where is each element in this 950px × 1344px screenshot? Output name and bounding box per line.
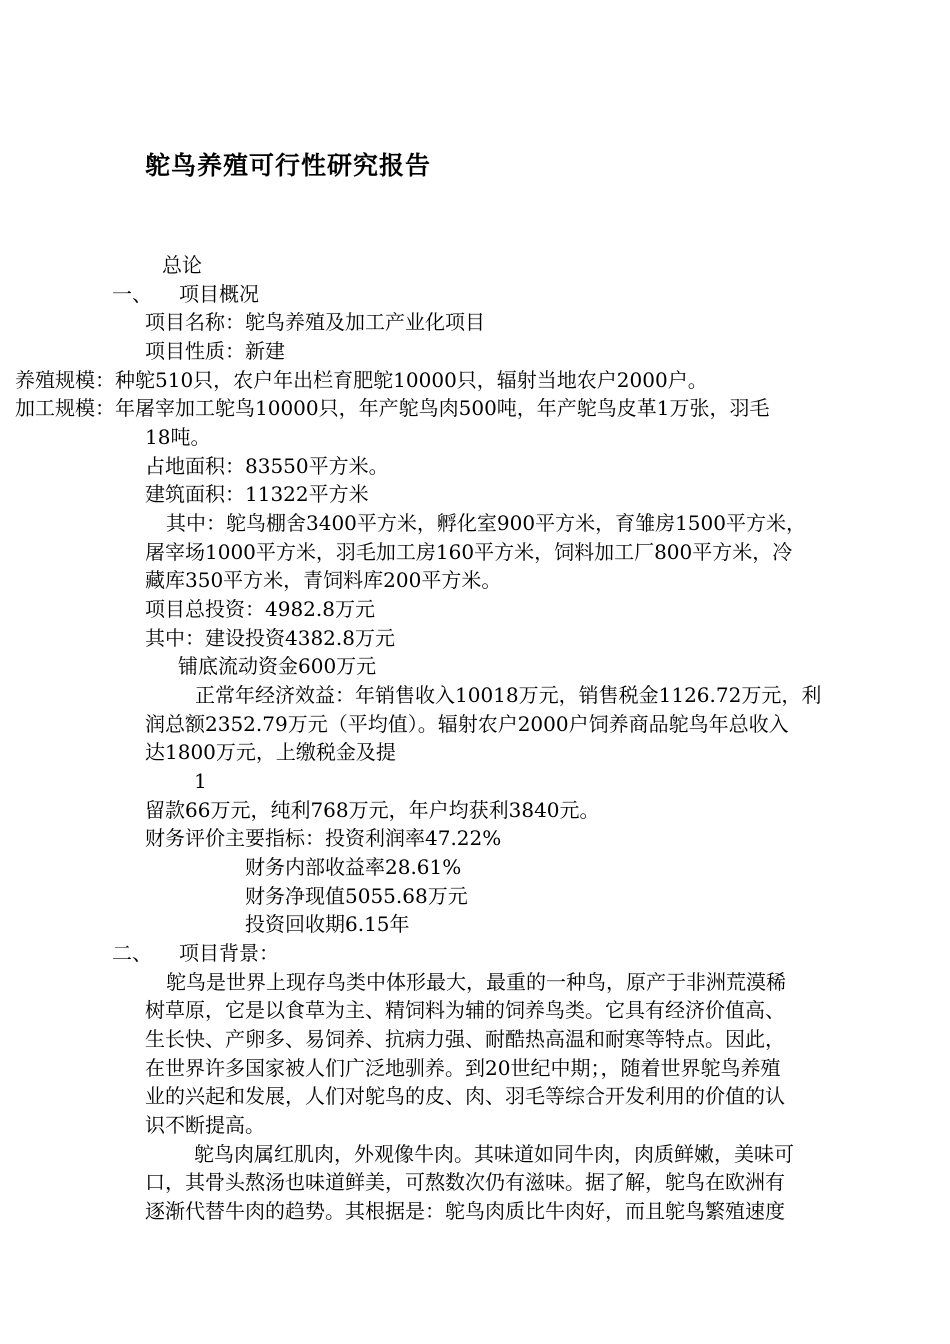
economic-benefit-line-3: 达1800万元，上缴税金及提	[145, 740, 396, 764]
land-area: 占地面积：83550平方米。	[145, 454, 389, 478]
background-line-4: 在世界许多国家被人们广泛地驯养。到20世纪中期；，随着世界鸵鸟养殖	[145, 1056, 781, 1080]
financial-irr: 财务内部收益率28.61%	[245, 855, 462, 879]
working-capital: 铺底流动资金600万元	[178, 654, 377, 678]
section-2-title: 项目背景：	[179, 941, 279, 965]
background-line-8: 口，其骨头熬汤也味道鲜美，可熬数次仍有滋味。据了解，鸵鸟在欧洲有	[145, 1170, 785, 1194]
document-title: 鸵鸟养殖可行性研究报告	[145, 151, 432, 180]
section-general-heading: 总论	[162, 253, 202, 277]
financial-npv: 财务净现值5055.68万元	[245, 884, 468, 908]
financial-payback: 投资回收期6.15年	[245, 912, 410, 936]
background-line-5: 业的兴起和发展，人们对鸵鸟的皮、肉、羽毛等综合开发利用的价值的认	[145, 1084, 785, 1108]
background-line-6: 识不断提高。	[145, 1113, 265, 1137]
project-name: 项目名称：鸵鸟养殖及加工产业化项目	[145, 310, 485, 334]
section-1-number: 一、	[112, 282, 152, 306]
background-line-2: 树草原，它是以食草为主、精饲料为辅的饲养鸟类。它具有经济价值高、	[145, 998, 785, 1022]
construction-investment: 其中：建设投资4382.8万元	[145, 626, 395, 650]
building-area: 建筑面积：11322平方米	[145, 482, 369, 506]
economic-benefit-line-4: 留款66万元，纯利768万元，年户均获利3840元。	[145, 798, 600, 822]
economic-benefit-line-2: 润总额2352.79万元（平均值）。辐射农户2000户饲养商品鸵鸟年总收入	[145, 712, 789, 736]
processing-scale-line-2: 18吨。	[145, 425, 211, 449]
section-1-heading	[112, 280, 259, 309]
section-2-number: 二、	[112, 941, 152, 965]
processing-scale-line-1: 加工规模：年屠宰加工鸵鸟10000只，年产鸵鸟肉500吨，年产鸵鸟皮革1万张，羽毛	[15, 396, 770, 420]
background-line-3: 生长快、产卵多、易饲养、抗病力强、耐酷热高温和耐寒等特点。因此，	[145, 1027, 785, 1051]
building-breakdown-line-2: 屠宰场1000平方米，羽毛加工房160平方米，饲料加工厂800平方米，冷	[145, 540, 793, 564]
financial-evaluation: 财务评价主要指标：投资利润率47.22%	[145, 826, 502, 850]
background-line-1: 鸵鸟是世界上现存鸟类中体形最大，最重的一种鸟，原产于非洲荒漠稀	[166, 970, 786, 994]
economic-benefit-line-1: 正常年经济效益：年销售收入10018万元，销售税金1126.72万元，利	[195, 683, 822, 707]
background-line-9: 逐渐代替牛肉的趋势。其根据是：鸵鸟肉质比牛肉好，而且鸵鸟繁殖速度	[145, 1199, 785, 1223]
background-line-7: 鸵鸟肉属红肌肉，外观像牛肉。其味道如同牛肉，肉质鲜嫩，美味可	[194, 1142, 794, 1166]
section-1-title: 项目概况	[179, 282, 259, 306]
building-breakdown-line-1: 其中：鸵鸟棚舍3400平方米，孵化室900平方米，育雏房1500平方米，	[166, 511, 806, 535]
total-investment: 项目总投资：4982.8万元	[145, 597, 375, 621]
building-breakdown-line-3: 藏库350平方米，青饲料库200平方米。	[145, 568, 502, 592]
page-number: 1	[194, 769, 207, 793]
project-nature: 项目性质：新建	[145, 339, 285, 363]
section-2-heading	[112, 939, 279, 968]
breeding-scale: 养殖规模：种鸵510只，农户年出栏育肥鸵10000只，辐射当地农户2000户。	[15, 368, 708, 392]
